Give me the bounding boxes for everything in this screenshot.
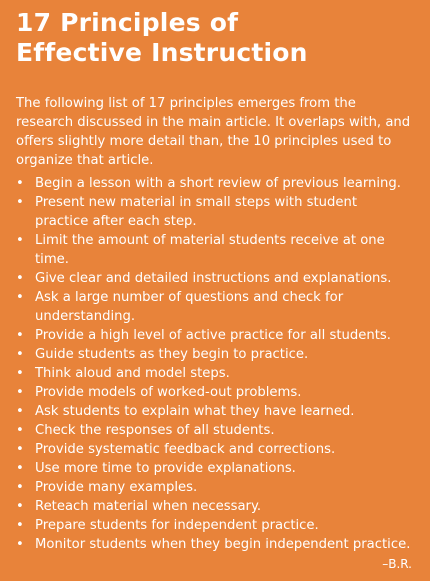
intro-paragraph: The following list of 17 principles emerges from the research discussed in the main article. It overlaps with, and offers slightly more detail than, the 10 principles used to organize that article. [16,96,411,168]
list-item-text: Think aloud and model steps. [35,366,230,381]
list-item-text: Prepare students for independent practice. [35,518,319,533]
bullet-icon: • [16,328,24,343]
list-item-text: Give clear and detailed instructions and explanations. [35,271,392,286]
list-item-text: Limit the amount of material students receive at one time. [35,233,385,267]
list-item-text: Check the responses of all students. [35,423,275,438]
list-item [16,345,414,364]
bullet-icon: • [16,195,24,210]
bullet-icon: • [16,404,24,419]
list-item [16,174,414,193]
bullet-icon: • [16,347,24,362]
bullet-icon: • [16,423,24,438]
list-item-text: Provide a high level of active practice for all students. [35,328,391,343]
bullet-icon: • [16,176,24,191]
title-line-1: 17 Principles of [16,8,239,37]
list-item-text: Ask students to explain what they have learned. [35,404,355,419]
list-item [16,402,414,421]
list-item [16,288,414,326]
bullet-icon: • [16,499,24,514]
list-item-text: Reteach material when necessary. [35,499,262,514]
list-item [16,459,414,478]
bullet-icon: • [16,233,24,248]
list-item [16,364,414,383]
list-item-text: Begin a lesson with a short review of previous learning. [35,176,401,191]
bullet-icon: • [16,366,24,381]
list-item [16,421,414,440]
list-item [16,497,414,516]
list-item [16,231,414,269]
bullet-icon: • [16,385,24,400]
list-item [16,516,414,535]
list-item-text: Ask a large number of questions and check for understanding. [35,290,344,324]
list-item [16,326,414,345]
bullet-icon: • [16,518,24,533]
list-item-text: Guide students as they begin to practice. [35,347,309,362]
bullet-icon: • [16,480,24,495]
list-item-text: Provide systematic feedback and corrections. [35,442,336,457]
list-item [16,478,414,497]
list-item-text: Present new material in small steps with student practice after each step. [35,195,358,229]
list-item [16,383,414,402]
title-line-2: Effective Instruction [16,38,308,67]
principles-list [16,174,414,554]
bullet-icon: • [16,271,24,286]
list-item [16,535,414,554]
bullet-icon: • [16,461,24,476]
bullet-icon: • [16,537,24,552]
list-item-text: Provide many examples. [35,480,198,495]
bullet-icon: • [16,442,24,457]
list-item-text: Use more time to provide explanations. [35,461,296,476]
sidebar-title [16,8,414,68]
author-initials: –B.R. [382,557,412,571]
bullet-icon: • [16,290,24,305]
list-item-text: Provide models of worked-out problems. [35,385,302,400]
list-item [16,193,414,231]
list-item [16,440,414,459]
list-item-text: Monitor students when they begin independent practice. [35,537,411,552]
list-item [16,269,414,288]
